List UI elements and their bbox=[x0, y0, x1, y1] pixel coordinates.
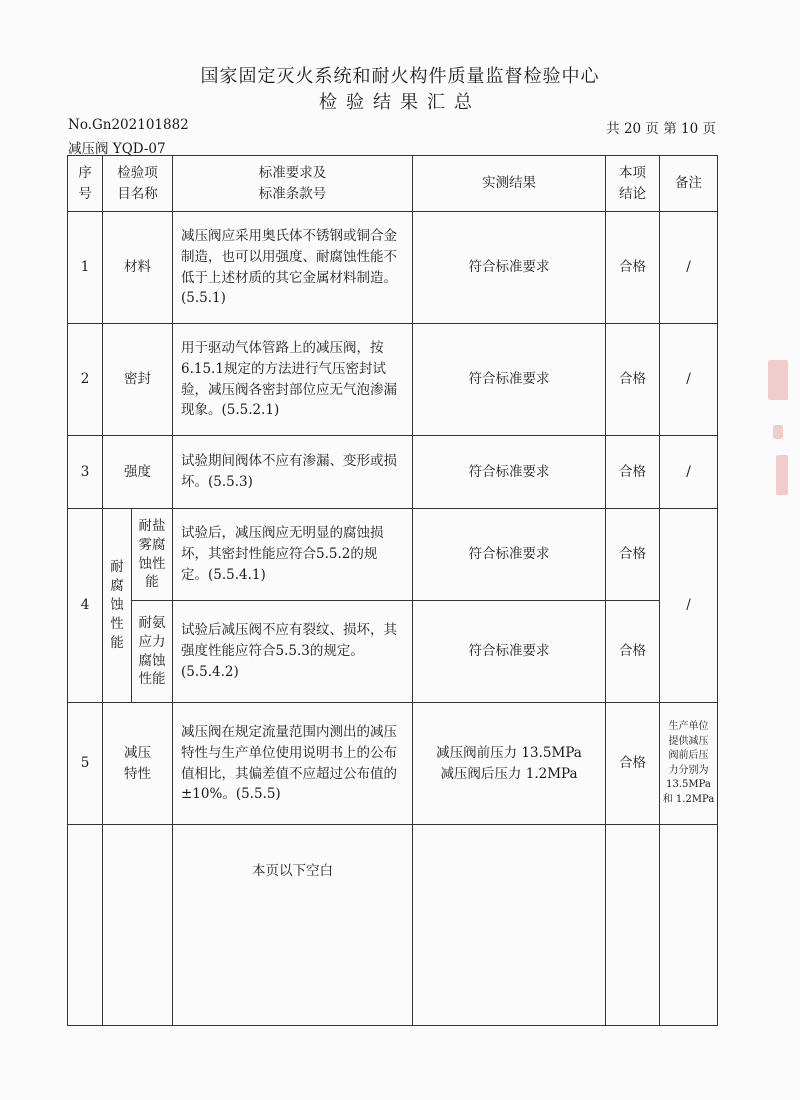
table-row bbox=[68, 324, 718, 436]
header-item: 检验项 目名称 bbox=[103, 156, 173, 212]
row-no: 3 bbox=[68, 436, 103, 509]
document-title: 国家固定灭火系统和耐火构件质量监督检验中心 bbox=[200, 66, 600, 87]
table-header-row bbox=[68, 156, 718, 212]
table-row bbox=[68, 703, 718, 825]
row-result: 减压阀前压力 13.5MPa 减压阀后压力 1.2MPa bbox=[413, 703, 606, 825]
seal-stamp-fragment bbox=[773, 425, 783, 439]
results-table bbox=[67, 155, 718, 1026]
row-conclusion: 合格 bbox=[606, 436, 660, 509]
row-requirement: 试验后减压阀不应有裂纹、损坏，其强度性能应符合5.5.3的规定。(5.5.4.2) bbox=[173, 601, 413, 703]
table-row bbox=[68, 509, 718, 601]
header-conclusion: 本项 结论 bbox=[606, 156, 660, 212]
row-result: 符合标准要求 bbox=[413, 436, 606, 509]
row-remark: / bbox=[660, 324, 718, 436]
row-result: 符合标准要求 bbox=[413, 212, 606, 324]
row-remark: / bbox=[660, 212, 718, 324]
blank-note: 本页以下空白 bbox=[252, 863, 333, 879]
row-requirement: 减压阀应采用奥氏体不锈钢或铜合金制造，也可以用强度、耐腐蚀性能不低于上述材质的其它金属材料制造。(5.5.1) bbox=[173, 212, 413, 324]
row-remark: 生产单位 提供减压 阀前后压 力分别为 13.5MPa 和 1.2MPa bbox=[660, 703, 718, 825]
row-result: 符合标准要求 bbox=[413, 509, 606, 601]
row-requirement: 用于驱动气体管路上的减压阀，按6.15.1规定的方法进行气压密封试验，减压阀各密封部位应无气泡渗漏现象。(5.5.2.1) bbox=[173, 324, 413, 436]
row-remark: / bbox=[660, 509, 718, 703]
row-requirement: 试验后，减压阀应无明显的腐蚀损坏，其密封性能应符合5.5.2的规定。(5.5.4.1) bbox=[173, 509, 413, 601]
header-remark: 备注 bbox=[660, 156, 718, 212]
row-no: 2 bbox=[68, 324, 103, 436]
report-number: No.Gn202101882 bbox=[68, 117, 189, 133]
table-row bbox=[68, 212, 718, 324]
table-row bbox=[68, 436, 718, 509]
header-standard: 标准要求及 标准条款号 bbox=[173, 156, 413, 212]
row-conclusion: 合格 bbox=[606, 212, 660, 324]
document-subtitle: 检验结果汇总 bbox=[319, 92, 481, 113]
row-conclusion: 合格 bbox=[606, 703, 660, 825]
blank-row bbox=[68, 825, 718, 1026]
product-name: 减压阀 YQD-07 bbox=[68, 141, 166, 157]
row-sub-item: 耐氨 应力 腐蚀 性能 bbox=[132, 601, 173, 703]
row-no: 4 bbox=[68, 509, 103, 703]
row-conclusion: 合格 bbox=[606, 324, 660, 436]
header-result: 实测结果 bbox=[413, 156, 606, 212]
row-sub-item: 耐盐 雾腐 蚀性 能 bbox=[132, 509, 173, 601]
row-requirement: 试验期间阀体不应有渗漏、变形或损坏。(5.5.3) bbox=[173, 436, 413, 509]
row-group-item: 耐 腐 蚀 性 能 bbox=[103, 509, 132, 703]
row-item: 材料 bbox=[103, 212, 173, 324]
row-item: 强度 bbox=[103, 436, 173, 509]
page-info: 共 20 页 第 10 页 bbox=[606, 121, 716, 137]
row-result: 符合标准要求 bbox=[413, 324, 606, 436]
seal-stamp-fragment bbox=[776, 455, 788, 495]
row-conclusion: 合格 bbox=[606, 601, 660, 703]
row-requirement: 减压阀在规定流量范围内测出的减压特性与生产单位使用说明书上的公布值相比，其偏差值不应超过公布值的±10%。(5.5.5) bbox=[173, 703, 413, 825]
row-result: 符合标准要求 bbox=[413, 601, 606, 703]
seal-stamp-fragment bbox=[768, 360, 788, 400]
table-row bbox=[68, 601, 718, 703]
row-no: 5 bbox=[68, 703, 103, 825]
header-seq: 序 号 bbox=[68, 156, 103, 212]
row-no: 1 bbox=[68, 212, 103, 324]
row-item: 减压 特性 bbox=[103, 703, 173, 825]
row-conclusion: 合格 bbox=[606, 509, 660, 601]
blank-note-cell bbox=[173, 825, 413, 1026]
row-item: 密封 bbox=[103, 324, 173, 436]
row-remark: / bbox=[660, 436, 718, 509]
